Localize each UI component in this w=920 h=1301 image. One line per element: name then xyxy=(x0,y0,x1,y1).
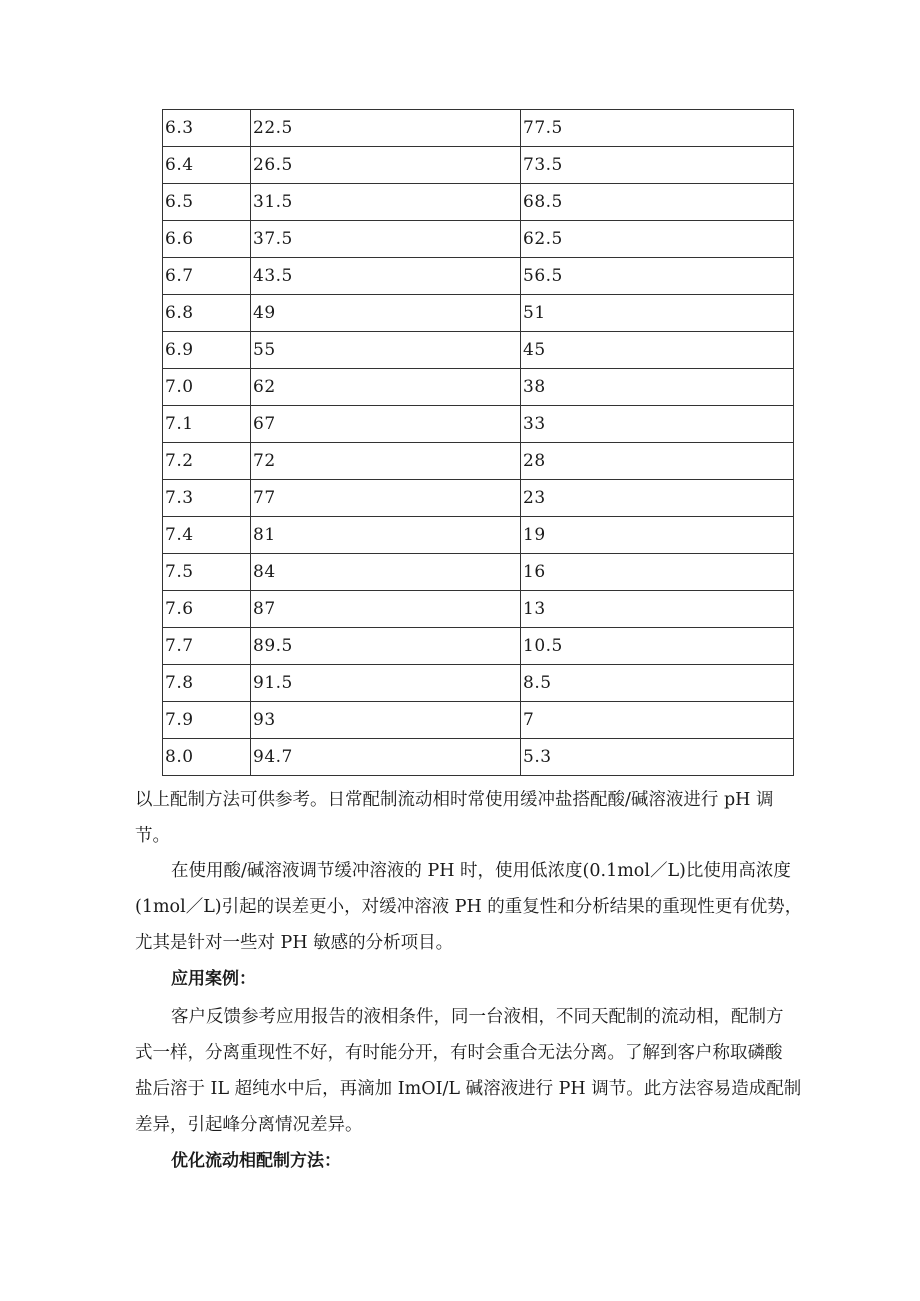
paragraph-line: 盐后溶于 IL 超纯水中后，再滴加 ImOI/L 碱溶液进行 PH 调节。此方法容易造成配制 xyxy=(135,1079,802,1099)
table-cell: 7.3 xyxy=(163,480,251,517)
table-row xyxy=(163,110,794,147)
paragraph-line: 差异，引起峰分离情况差异。 xyxy=(135,1115,363,1135)
paragraph-line: (1mol／L)引起的误差更小，对缓冲溶液 PH 的重复性和分析结果的重现性更有优势， xyxy=(135,897,803,917)
table-cell: 7.5 xyxy=(163,554,251,591)
paragraph-line: 式一样，分离重现性不好，有时能分开，有时会重合无法分离。了解到客户称取磷酸 xyxy=(135,1043,783,1063)
table-cell: 23 xyxy=(521,480,794,517)
table-cell: 49 xyxy=(251,295,521,332)
paragraph-line: 节。 xyxy=(135,826,170,846)
table-row xyxy=(163,369,794,406)
table-cell: 56.5 xyxy=(521,258,794,295)
table-cell: 6.3 xyxy=(163,110,251,147)
table-cell: 7.0 xyxy=(163,369,251,406)
table-cell: 19 xyxy=(521,517,794,554)
table-cell: 7.1 xyxy=(163,406,251,443)
table-cell: 38 xyxy=(521,369,794,406)
table-row xyxy=(163,702,794,739)
paragraph-case xyxy=(135,999,825,1143)
paragraph-concentration xyxy=(135,853,825,961)
table-row xyxy=(163,221,794,258)
table-cell: 77 xyxy=(251,480,521,517)
table-row xyxy=(163,258,794,295)
table-row xyxy=(163,591,794,628)
table-cell: 77.5 xyxy=(521,110,794,147)
table-row xyxy=(163,332,794,369)
heading-application-case: 应用案例： xyxy=(171,969,256,989)
paragraph-line: 以上配制方法可供参考。日常配制流动相时常使用缓冲盐搭配酸/碱溶液进行 pH 调 xyxy=(135,790,774,810)
table-cell: 6.6 xyxy=(163,221,251,258)
table-cell: 45 xyxy=(521,332,794,369)
table-cell: 8.0 xyxy=(163,739,251,776)
table-row xyxy=(163,406,794,443)
table-cell: 7.4 xyxy=(163,517,251,554)
table-cell: 6.8 xyxy=(163,295,251,332)
table-row xyxy=(163,554,794,591)
table-cell: 87 xyxy=(251,591,521,628)
table-cell: 13 xyxy=(521,591,794,628)
table-cell: 6.9 xyxy=(163,332,251,369)
table-cell: 93 xyxy=(251,702,521,739)
table-row xyxy=(163,739,794,776)
paragraph-reference xyxy=(135,782,825,854)
table-row xyxy=(163,443,794,480)
table-cell: 16 xyxy=(521,554,794,591)
table-row xyxy=(163,517,794,554)
table-cell: 7.8 xyxy=(163,665,251,702)
table-cell: 81 xyxy=(251,517,521,554)
table-cell: 68.5 xyxy=(521,184,794,221)
paragraph-line: 在使用酸/碱溶液调节缓冲溶液的 PH 时，使用低浓度(0.1mol／L)比使用高浓度 xyxy=(171,861,791,881)
table-cell: 26.5 xyxy=(251,147,521,184)
table-cell: 62 xyxy=(251,369,521,406)
paragraph-line: 尤其是针对一些对 PH 敏感的分析项目。 xyxy=(135,933,454,953)
table-cell: 33 xyxy=(521,406,794,443)
table-cell: 8.5 xyxy=(521,665,794,702)
table-cell: 37.5 xyxy=(251,221,521,258)
table-cell: 84 xyxy=(251,554,521,591)
table-cell: 7 xyxy=(521,702,794,739)
table-cell: 7.9 xyxy=(163,702,251,739)
heading-optimize-method: 优化流动相配制方法： xyxy=(171,1151,341,1171)
table-cell: 22.5 xyxy=(251,110,521,147)
table-body xyxy=(163,110,794,776)
table-row xyxy=(163,665,794,702)
table-cell: 10.5 xyxy=(521,628,794,665)
table-cell: 51 xyxy=(521,295,794,332)
table-cell: 43.5 xyxy=(251,258,521,295)
table-cell: 55 xyxy=(251,332,521,369)
table-cell: 62.5 xyxy=(521,221,794,258)
table-row xyxy=(163,147,794,184)
table-row xyxy=(163,184,794,221)
table-row xyxy=(163,295,794,332)
table-cell: 72 xyxy=(251,443,521,480)
table-cell: 7.6 xyxy=(163,591,251,628)
table-cell: 91.5 xyxy=(251,665,521,702)
table-row xyxy=(163,628,794,665)
table-cell: 31.5 xyxy=(251,184,521,221)
table-cell: 28 xyxy=(521,443,794,480)
table-cell: 89.5 xyxy=(251,628,521,665)
paragraph-line: 客户反馈参考应用报告的液相条件，同一台液相，不同天配制的流动相，配制方 xyxy=(171,1007,784,1027)
table-cell: 6.7 xyxy=(163,258,251,295)
table-cell: 94.7 xyxy=(251,739,521,776)
table-cell: 6.4 xyxy=(163,147,251,184)
table-row xyxy=(163,480,794,517)
table-cell: 67 xyxy=(251,406,521,443)
table-cell: 73.5 xyxy=(521,147,794,184)
table-cell: 7.7 xyxy=(163,628,251,665)
table-cell: 5.3 xyxy=(521,739,794,776)
table-cell: 6.5 xyxy=(163,184,251,221)
table-cell: 7.2 xyxy=(163,443,251,480)
ph-buffer-table xyxy=(162,109,794,776)
